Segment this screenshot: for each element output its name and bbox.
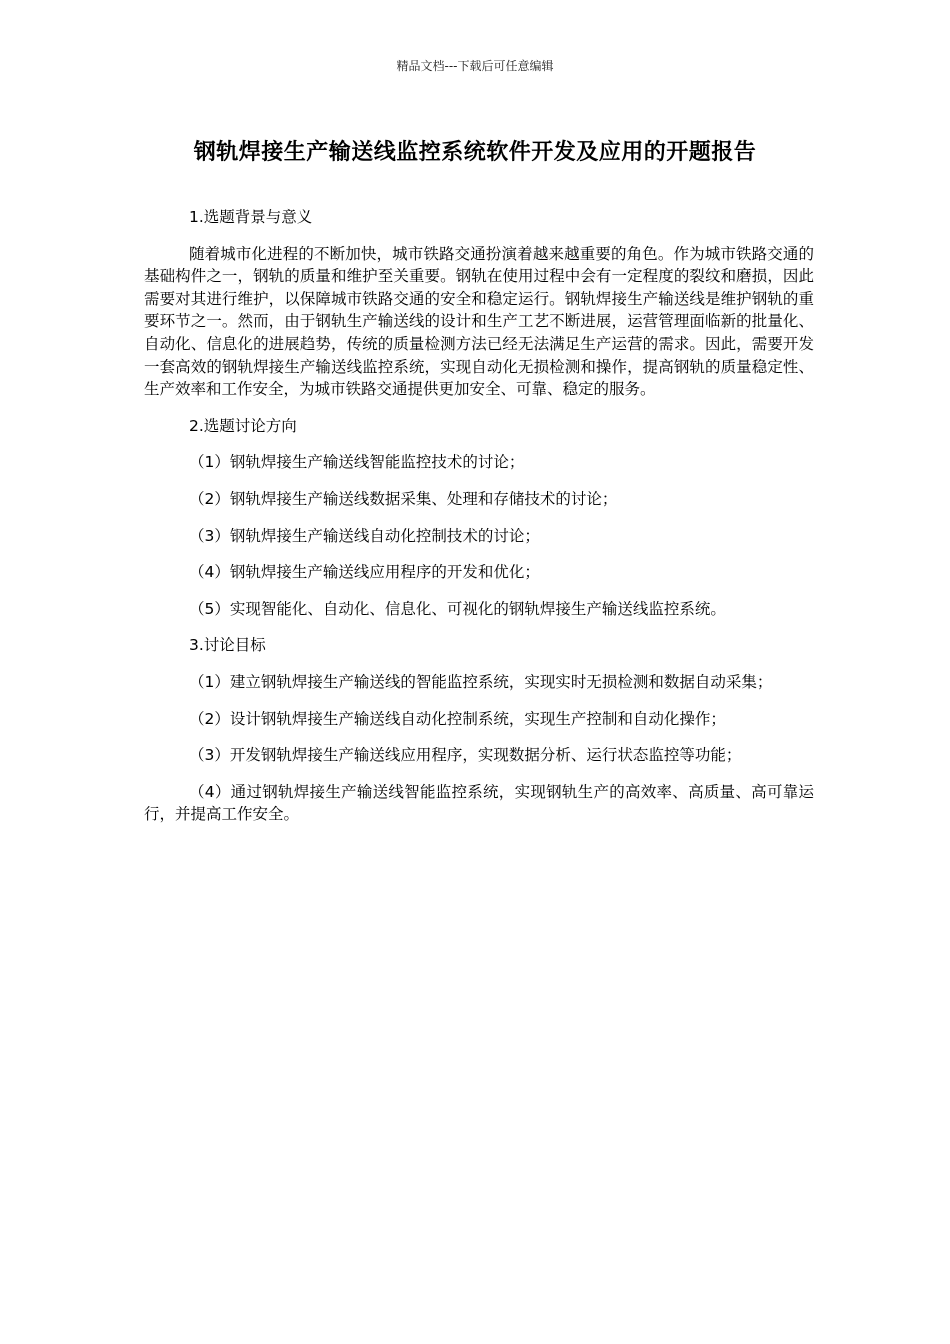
goal-item-1: （1）建立钢轨焊接生产输送线的智能监控系统，实现实时无损检测和数据自动采集；	[189, 672, 773, 691]
document-body	[144, 206, 814, 840]
goal-item-4: （4）通过钢轨焊接生产输送线智能监控系统，实现钢轨生产的高效率、高质量、高可靠运行，并提高工作安全。	[144, 782, 814, 824]
goal-item-3: （3）开发钢轨焊接生产输送线应用程序，实现数据分析、运行状态监控等功能；	[189, 746, 742, 765]
direction-item-4: （4）钢轨焊接生产输送线应用程序的开发和优化；	[189, 563, 540, 582]
section-heading-directions: 2.选题讨论方向	[189, 416, 297, 435]
direction-item-1: （1）钢轨焊接生产输送线智能监控技术的讨论；	[189, 453, 525, 472]
direction-item-5: （5）实现智能化、自动化、信息化、可视化的钢轨焊接生产输送线监控系统。	[189, 599, 726, 618]
background-paragraph: 随着城市化进程的不断加快，城市铁路交通扮演着越来越重要的角色。作为城市铁路交通的基础构件之一，钢轨的质量和维护至关重要。钢轨在使用过程中会有一定程度的裂纹和磨损，因此需要对其进行维护，以保障城市铁路交通的安全和稳定运行。钢轨焊接生产输送线是维护钢轨的重要环节之一。然而，由于钢轨生产输送线的设计和生产工艺不断进展，运营管理面临新的批量化、自动化、信息化的进展趋势，传统的质量检测方法已经无法满足生产运营的需求。因此，需要开发一套高效的钢轨焊接生产输送线监控系统，实现自动化无损检测和操作，提高钢轨的质量稳定性、生产效率和工作安全，为城市铁路交通提供更加安全、可靠、稳定的服务。	[144, 244, 814, 399]
direction-item-2: （2）钢轨焊接生产输送线数据采集、处理和存储技术的讨论；	[189, 489, 618, 508]
goal-item-2: （2）设计钢轨焊接生产输送线自动化控制系统，实现生产控制和自动化操作；	[189, 709, 726, 728]
section-heading-background: 1.选题背景与意义	[189, 208, 313, 226]
direction-item-3: （3）钢轨焊接生产输送线自动化控制技术的讨论；	[189, 526, 540, 545]
page-header: 精品文档---下载后可任意编辑	[396, 59, 554, 73]
section-heading-goals: 3.讨论目标	[189, 636, 266, 655]
document-title: 钢轨焊接生产输送线监控系统软件开发及应用的开题报告	[193, 140, 757, 165]
